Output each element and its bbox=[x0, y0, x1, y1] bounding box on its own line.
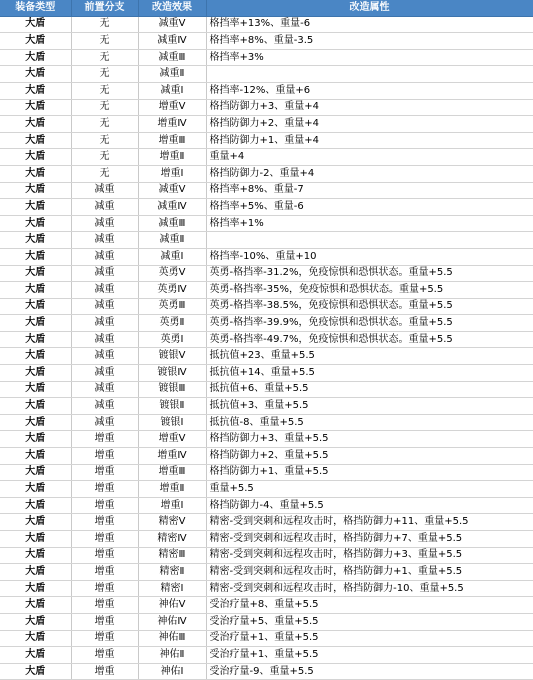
cell-equipment-type: 大盾 bbox=[0, 514, 71, 531]
cell-prerequisite-branch: 无 bbox=[71, 99, 138, 116]
cell-modification-effect: 增重Ⅳ bbox=[138, 448, 206, 465]
cell-modification-attribute: 格挡率+3% bbox=[206, 49, 533, 66]
table-row bbox=[0, 82, 533, 99]
cell-equipment-type: 大盾 bbox=[0, 564, 71, 581]
table-row bbox=[0, 647, 533, 664]
cell-prerequisite-branch: 减重 bbox=[71, 232, 138, 249]
cell-equipment-type: 大盾 bbox=[0, 16, 71, 33]
cell-equipment-type: 大盾 bbox=[0, 663, 71, 680]
table-row bbox=[0, 99, 533, 116]
cell-modification-attribute: 格挡防御力+2、重量+4 bbox=[206, 116, 533, 133]
header-prerequisite-branch: 前置分支 bbox=[71, 0, 138, 16]
cell-modification-effect: 镀银Ⅴ bbox=[138, 348, 206, 365]
cell-equipment-type: 大盾 bbox=[0, 597, 71, 614]
table-row bbox=[0, 514, 533, 531]
cell-modification-effect: 神佑Ⅰ bbox=[138, 663, 206, 680]
cell-equipment-type: 大盾 bbox=[0, 481, 71, 498]
cell-modification-effect: 英勇Ⅲ bbox=[138, 298, 206, 315]
cell-modification-effect: 神佑Ⅳ bbox=[138, 613, 206, 630]
cell-modification-effect: 减重Ⅰ bbox=[138, 248, 206, 265]
cell-equipment-type: 大盾 bbox=[0, 149, 71, 166]
cell-modification-attribute bbox=[206, 66, 533, 83]
cell-modification-effect: 增重Ⅴ bbox=[138, 431, 206, 448]
header-modification-attribute: 改造属性 bbox=[206, 0, 533, 16]
cell-modification-effect: 精密Ⅰ bbox=[138, 580, 206, 597]
cell-modification-attribute: 受治疗量+5、重量+5.5 bbox=[206, 613, 533, 630]
cell-modification-attribute: 英勇-格挡率-49.7%，免疫惊惧和恐惧状态。重量+5.5 bbox=[206, 331, 533, 348]
cell-modification-attribute: 重量+5.5 bbox=[206, 481, 533, 498]
cell-modification-effect: 神佑Ⅴ bbox=[138, 597, 206, 614]
cell-prerequisite-branch: 无 bbox=[71, 165, 138, 182]
table-row bbox=[0, 630, 533, 647]
cell-prerequisite-branch: 增重 bbox=[71, 514, 138, 531]
cell-modification-attribute: 格挡防御力+2、重量+5.5 bbox=[206, 448, 533, 465]
cell-equipment-type: 大盾 bbox=[0, 215, 71, 232]
table-row bbox=[0, 580, 533, 597]
cell-modification-attribute: 重量+4 bbox=[206, 149, 533, 166]
cell-modification-effect: 镀银Ⅳ bbox=[138, 365, 206, 382]
table-row bbox=[0, 149, 533, 166]
cell-prerequisite-branch: 减重 bbox=[71, 265, 138, 282]
cell-modification-effect: 减重Ⅱ bbox=[138, 232, 206, 249]
header-row bbox=[0, 0, 533, 16]
table-row bbox=[0, 414, 533, 431]
table-row bbox=[0, 613, 533, 630]
cell-equipment-type: 大盾 bbox=[0, 381, 71, 398]
cell-modification-effect: 英勇Ⅴ bbox=[138, 265, 206, 282]
table-row bbox=[0, 564, 533, 581]
cell-equipment-type: 大盾 bbox=[0, 613, 71, 630]
table-row bbox=[0, 16, 533, 33]
cell-modification-effect: 镀银Ⅲ bbox=[138, 381, 206, 398]
cell-modification-effect: 增重Ⅱ bbox=[138, 149, 206, 166]
cell-modification-effect: 增重Ⅱ bbox=[138, 481, 206, 498]
cell-prerequisite-branch: 减重 bbox=[71, 315, 138, 332]
cell-modification-attribute: 精密-受到突刺和远程攻击时，格挡防御力+3、重量+5.5 bbox=[206, 547, 533, 564]
cell-modification-effect: 增重Ⅴ bbox=[138, 99, 206, 116]
cell-modification-effect: 减重Ⅱ bbox=[138, 66, 206, 83]
cell-prerequisite-branch: 无 bbox=[71, 33, 138, 50]
cell-modification-attribute: 格挡率-12%、重量+6 bbox=[206, 82, 533, 99]
cell-prerequisite-branch: 增重 bbox=[71, 448, 138, 465]
cell-equipment-type: 大盾 bbox=[0, 464, 71, 481]
cell-modification-attribute bbox=[206, 232, 533, 249]
table-row bbox=[0, 165, 533, 182]
cell-equipment-type: 大盾 bbox=[0, 132, 71, 149]
cell-equipment-type: 大盾 bbox=[0, 66, 71, 83]
cell-modification-effect: 镀银Ⅰ bbox=[138, 414, 206, 431]
cell-prerequisite-branch: 无 bbox=[71, 132, 138, 149]
cell-equipment-type: 大盾 bbox=[0, 547, 71, 564]
cell-equipment-type: 大盾 bbox=[0, 348, 71, 365]
cell-equipment-type: 大盾 bbox=[0, 315, 71, 332]
cell-equipment-type: 大盾 bbox=[0, 398, 71, 415]
table-row bbox=[0, 531, 533, 548]
cell-modification-attribute: 格挡防御力+1、重量+5.5 bbox=[206, 464, 533, 481]
cell-modification-attribute: 抵抗值+23、重量+5.5 bbox=[206, 348, 533, 365]
cell-modification-effect: 减重Ⅴ bbox=[138, 182, 206, 199]
cell-prerequisite-branch: 减重 bbox=[71, 398, 138, 415]
cell-modification-attribute: 格挡防御力-2、重量+4 bbox=[206, 165, 533, 182]
table-body bbox=[0, 16, 533, 680]
cell-equipment-type: 大盾 bbox=[0, 647, 71, 664]
cell-modification-attribute: 受治疗量+1、重量+5.5 bbox=[206, 630, 533, 647]
cell-prerequisite-branch: 增重 bbox=[71, 647, 138, 664]
cell-modification-attribute: 精密-受到突刺和远程攻击时，格挡防御力+7、重量+5.5 bbox=[206, 531, 533, 548]
table-row bbox=[0, 597, 533, 614]
cell-prerequisite-branch: 减重 bbox=[71, 365, 138, 382]
table-row bbox=[0, 381, 533, 398]
table-row bbox=[0, 49, 533, 66]
cell-prerequisite-branch: 减重 bbox=[71, 298, 138, 315]
table-row bbox=[0, 248, 533, 265]
table-row bbox=[0, 298, 533, 315]
cell-modification-effect: 镀银Ⅱ bbox=[138, 398, 206, 415]
table-row bbox=[0, 663, 533, 680]
cell-prerequisite-branch: 无 bbox=[71, 66, 138, 83]
cell-equipment-type: 大盾 bbox=[0, 116, 71, 133]
cell-prerequisite-branch: 无 bbox=[71, 16, 138, 33]
cell-modification-effect: 精密Ⅴ bbox=[138, 514, 206, 531]
table-row bbox=[0, 33, 533, 50]
cell-modification-attribute: 英勇-格挡率-38.5%，免疫惊惧和恐惧状态。重量+5.5 bbox=[206, 298, 533, 315]
table-row bbox=[0, 132, 533, 149]
cell-modification-effect: 增重Ⅲ bbox=[138, 464, 206, 481]
cell-modification-attribute: 格挡防御力+3、重量+4 bbox=[206, 99, 533, 116]
table-row bbox=[0, 365, 533, 382]
cell-modification-attribute: 抵抗值-8、重量+5.5 bbox=[206, 414, 533, 431]
cell-prerequisite-branch: 增重 bbox=[71, 597, 138, 614]
cell-modification-effect: 减重Ⅳ bbox=[138, 199, 206, 216]
cell-prerequisite-branch: 减重 bbox=[71, 381, 138, 398]
cell-modification-attribute: 格挡率-10%、重量+10 bbox=[206, 248, 533, 265]
cell-prerequisite-branch: 减重 bbox=[71, 248, 138, 265]
table-row bbox=[0, 265, 533, 282]
cell-modification-attribute: 格挡防御力+3、重量+5.5 bbox=[206, 431, 533, 448]
table-row bbox=[0, 315, 533, 332]
cell-modification-effect: 增重Ⅰ bbox=[138, 165, 206, 182]
cell-prerequisite-branch: 减重 bbox=[71, 414, 138, 431]
cell-modification-attribute: 格挡率+8%、重量-7 bbox=[206, 182, 533, 199]
cell-modification-effect: 减重Ⅰ bbox=[138, 82, 206, 99]
cell-prerequisite-branch: 增重 bbox=[71, 580, 138, 597]
cell-prerequisite-branch: 减重 bbox=[71, 182, 138, 199]
table-row bbox=[0, 547, 533, 564]
table-row bbox=[0, 66, 533, 83]
table-row bbox=[0, 431, 533, 448]
cell-modification-effect: 英勇Ⅰ bbox=[138, 331, 206, 348]
cell-equipment-type: 大盾 bbox=[0, 282, 71, 299]
cell-prerequisite-branch: 无 bbox=[71, 82, 138, 99]
cell-prerequisite-branch: 增重 bbox=[71, 464, 138, 481]
cell-equipment-type: 大盾 bbox=[0, 265, 71, 282]
cell-equipment-type: 大盾 bbox=[0, 298, 71, 315]
cell-modification-attribute: 格挡防御力-4、重量+5.5 bbox=[206, 497, 533, 514]
cell-equipment-type: 大盾 bbox=[0, 580, 71, 597]
cell-modification-attribute: 英勇-格挡率-31.2%，免疫惊惧和恐惧状态。重量+5.5 bbox=[206, 265, 533, 282]
cell-prerequisite-branch: 增重 bbox=[71, 497, 138, 514]
cell-modification-attribute: 抵抗值+14、重量+5.5 bbox=[206, 365, 533, 382]
cell-prerequisite-branch: 无 bbox=[71, 49, 138, 66]
cell-equipment-type: 大盾 bbox=[0, 165, 71, 182]
cell-modification-effect: 神佑Ⅱ bbox=[138, 647, 206, 664]
cell-modification-effect: 精密Ⅱ bbox=[138, 564, 206, 581]
cell-prerequisite-branch: 减重 bbox=[71, 199, 138, 216]
table-row bbox=[0, 464, 533, 481]
table-row bbox=[0, 481, 533, 498]
cell-modification-attribute: 抵抗值+6、重量+5.5 bbox=[206, 381, 533, 398]
cell-modification-attribute: 精密-受到突刺和远程攻击时，格挡防御力-10、重量+5.5 bbox=[206, 580, 533, 597]
cell-prerequisite-branch: 减重 bbox=[71, 331, 138, 348]
cell-modification-attribute: 英勇-格挡率-35%，免疫惊惧和恐惧状态。重量+5.5 bbox=[206, 282, 533, 299]
cell-modification-attribute: 格挡率+8%、重量-3.5 bbox=[206, 33, 533, 50]
cell-prerequisite-branch: 增重 bbox=[71, 531, 138, 548]
cell-prerequisite-branch: 增重 bbox=[71, 630, 138, 647]
cell-modification-attribute: 格挡率+1% bbox=[206, 215, 533, 232]
cell-prerequisite-branch: 增重 bbox=[71, 564, 138, 581]
cell-equipment-type: 大盾 bbox=[0, 331, 71, 348]
table-row bbox=[0, 116, 533, 133]
table-row bbox=[0, 282, 533, 299]
cell-modification-effect: 减重Ⅲ bbox=[138, 49, 206, 66]
cell-prerequisite-branch: 无 bbox=[71, 116, 138, 133]
cell-prerequisite-branch: 增重 bbox=[71, 663, 138, 680]
cell-prerequisite-branch: 增重 bbox=[71, 547, 138, 564]
cell-modification-effect: 精密Ⅳ bbox=[138, 531, 206, 548]
cell-modification-attribute: 格挡率+13%、重量-6 bbox=[206, 16, 533, 33]
cell-equipment-type: 大盾 bbox=[0, 531, 71, 548]
table-row bbox=[0, 182, 533, 199]
cell-modification-effect: 精密Ⅲ bbox=[138, 547, 206, 564]
cell-modification-effect: 增重Ⅲ bbox=[138, 132, 206, 149]
cell-equipment-type: 大盾 bbox=[0, 414, 71, 431]
table-row bbox=[0, 348, 533, 365]
cell-modification-attribute: 受治疗量+1、重量+5.5 bbox=[206, 647, 533, 664]
cell-prerequisite-branch: 增重 bbox=[71, 431, 138, 448]
cell-equipment-type: 大盾 bbox=[0, 365, 71, 382]
table-row bbox=[0, 199, 533, 216]
cell-modification-effect: 减重Ⅳ bbox=[138, 33, 206, 50]
cell-equipment-type: 大盾 bbox=[0, 182, 71, 199]
cell-prerequisite-branch: 减重 bbox=[71, 215, 138, 232]
cell-modification-effect: 英勇Ⅳ bbox=[138, 282, 206, 299]
cell-modification-attribute: 英勇-格挡率-39.9%，免疫惊惧和恐惧状态。重量+5.5 bbox=[206, 315, 533, 332]
cell-modification-effect: 减重Ⅴ bbox=[138, 16, 206, 33]
cell-modification-attribute: 格挡率+5%、重量-6 bbox=[206, 199, 533, 216]
header-modification-effect: 改造效果 bbox=[138, 0, 206, 16]
cell-equipment-type: 大盾 bbox=[0, 448, 71, 465]
cell-modification-effect: 增重Ⅳ bbox=[138, 116, 206, 133]
table-row bbox=[0, 398, 533, 415]
table-row bbox=[0, 331, 533, 348]
table-row bbox=[0, 497, 533, 514]
cell-equipment-type: 大盾 bbox=[0, 248, 71, 265]
cell-modification-effect: 神佑Ⅲ bbox=[138, 630, 206, 647]
cell-equipment-type: 大盾 bbox=[0, 82, 71, 99]
cell-prerequisite-branch: 增重 bbox=[71, 613, 138, 630]
cell-modification-attribute: 精密-受到突刺和远程攻击时，格挡防御力+11、重量+5.5 bbox=[206, 514, 533, 531]
cell-modification-attribute: 抵抗值+3、重量+5.5 bbox=[206, 398, 533, 415]
cell-equipment-type: 大盾 bbox=[0, 232, 71, 249]
cell-equipment-type: 大盾 bbox=[0, 99, 71, 116]
header-equipment-type: 装备类型 bbox=[0, 0, 71, 16]
cell-equipment-type: 大盾 bbox=[0, 199, 71, 216]
cell-equipment-type: 大盾 bbox=[0, 49, 71, 66]
cell-modification-attribute: 受治疗量-9、重量+5.5 bbox=[206, 663, 533, 680]
cell-modification-attribute: 受治疗量+8、重量+5.5 bbox=[206, 597, 533, 614]
table-row bbox=[0, 215, 533, 232]
cell-prerequisite-branch: 减重 bbox=[71, 348, 138, 365]
cell-equipment-type: 大盾 bbox=[0, 630, 71, 647]
cell-equipment-type: 大盾 bbox=[0, 33, 71, 50]
cell-prerequisite-branch: 无 bbox=[71, 149, 138, 166]
table-row bbox=[0, 232, 533, 249]
cell-prerequisite-branch: 增重 bbox=[71, 481, 138, 498]
cell-modification-effect: 增重Ⅰ bbox=[138, 497, 206, 514]
cell-modification-attribute: 精密-受到突刺和远程攻击时，格挡防御力+1、重量+5.5 bbox=[206, 564, 533, 581]
cell-prerequisite-branch: 减重 bbox=[71, 282, 138, 299]
cell-modification-attribute: 格挡防御力+1、重量+4 bbox=[206, 132, 533, 149]
cell-modification-effect: 减重Ⅲ bbox=[138, 215, 206, 232]
table-row bbox=[0, 448, 533, 465]
cell-equipment-type: 大盾 bbox=[0, 431, 71, 448]
cell-modification-effect: 英勇Ⅱ bbox=[138, 315, 206, 332]
cell-equipment-type: 大盾 bbox=[0, 497, 71, 514]
